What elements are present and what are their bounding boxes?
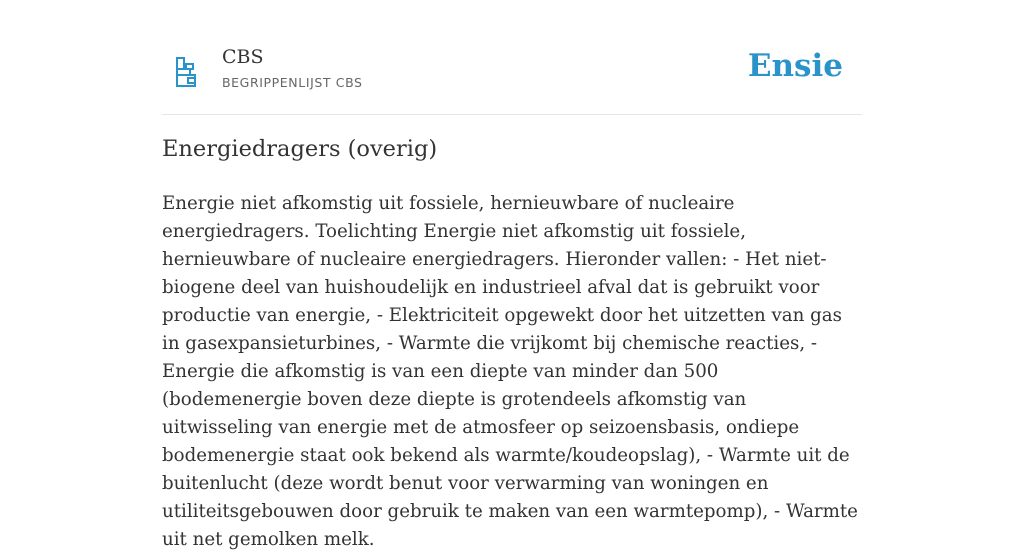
term-title: Energiedragers (overig) <box>162 136 438 162</box>
ensie-brand-link[interactable]: Ensie <box>747 48 843 84</box>
term-definition: Energie niet afkomstig uit fossiele, hernieuwbare of nucleaire energiedragers. Toelichting Energie niet afkomstig uit fossiele, hernieuwbare of nucleaire energiedragers. Hieronder vallen: - Het niet-biogene deel van huishoudelijk en industrieel afval dat is gebruikt voor productie van energie, - Elektriciteit opgewekt door het uitzetten van gas in gasexpansieturbines, - Warmte die vrijkomt bij chemische reacties, - Energie die afkomstig is van een diepte van minder dan 500 (bodemenergie boven deze diepte is grotendeels afkomstig van uitwisseling van energie met de atmosfeer op seizoensbasis, ondiepe bodemenergie staat ook bekend als warmte/koudeopslag), - Warmte uit de buitenlucht (deze wordt benut voor verwarming van woningen en utiliteitsgebouwen door gebruik te maken van een warmtepomp), - Warmte uit net gemolken melk. <box>162 193 858 550</box>
cbs-logo-icon <box>175 56 197 88</box>
source-name: CBS <box>222 46 264 68</box>
source-subtitle: BEGRIPPENLIJST CBS <box>222 75 363 90</box>
header <box>162 40 862 115</box>
